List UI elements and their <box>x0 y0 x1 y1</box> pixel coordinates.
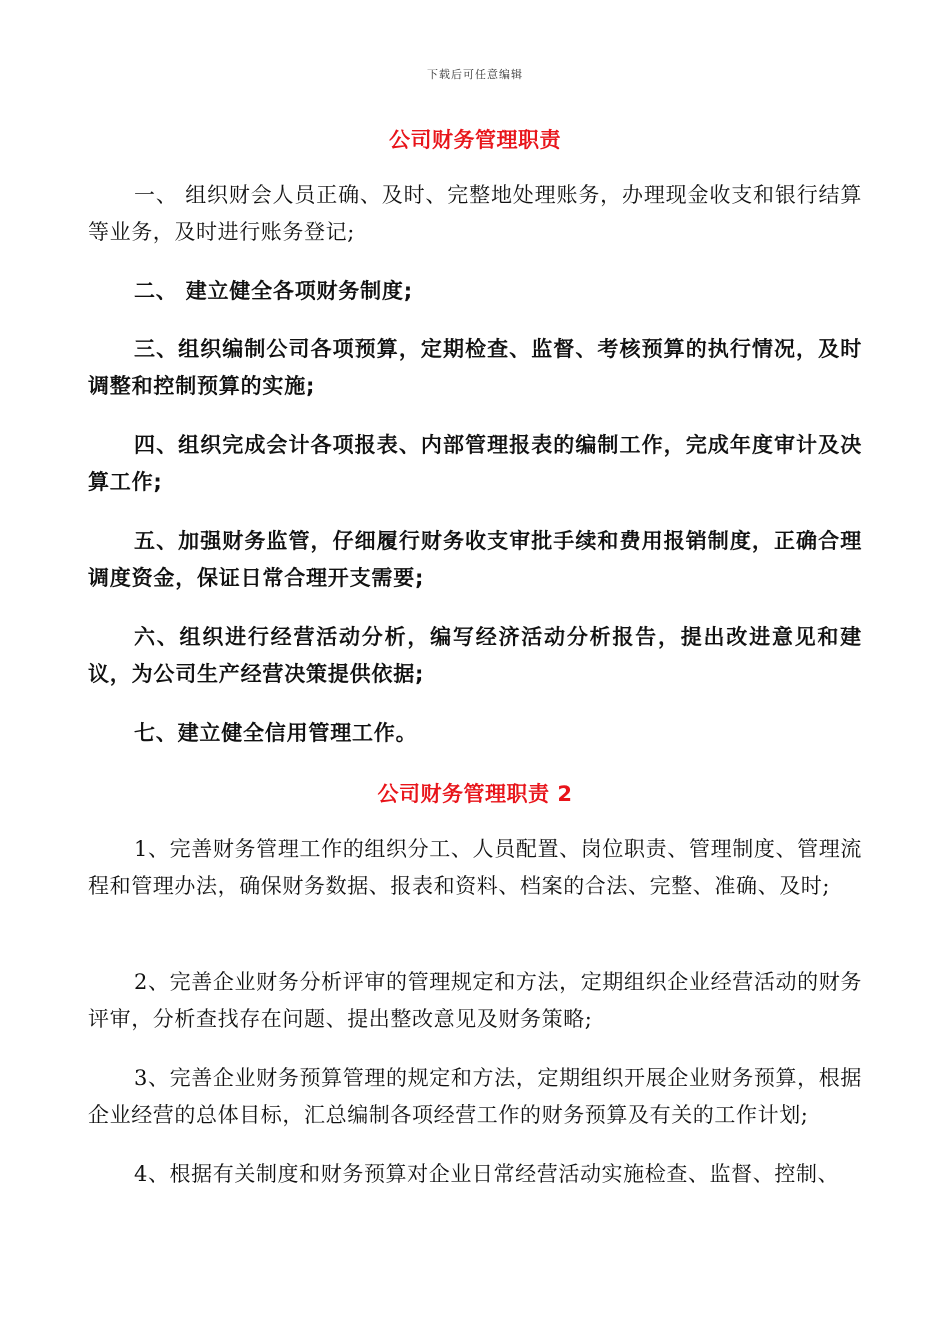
section-2-item-4: 4、根据有关制度和财务预算对企业日常经营活动实施检查、监督、控制、 <box>134 1162 840 1186</box>
section-1-title: 公司财务管理职责 <box>389 128 561 152</box>
section-1-item-4: 四、组织完成会计各项报表、内部管理报表的编制工作，完成年度审计及决算工作; <box>88 433 862 494</box>
section-1-item-3: 三、组织编制公司各项预算，定期检查、监督、考核预算的执行情况，及时调整和控制预算的实施; <box>88 337 862 398</box>
section-1-item-1: 一、 组织财会人员正确、及时、完整地处理账务，办理现金收支和银行结算等业务，及时进行账务登记; <box>88 183 862 244</box>
header-note: 下载后可任意编辑 <box>427 68 523 81</box>
section-2-item-2: 2、完善企业财务分析评审的管理规定和方法，定期组织企业经营活动的财务评审，分析查找存在问题、提出整改意见及财务策略; <box>88 970 862 1031</box>
section-1-item-2: 二、 建立健全各项财务制度; <box>134 279 413 303</box>
section-2-item-1: 1、完善财务管理工作的组织分工、人员配置、岗位职责、管理制度、管理流程和管理办法，确保财务数据、报表和资料、档案的合法、完整、准确、及时; <box>88 837 862 898</box>
section-2-item-3: 3、完善企业财务预算管理的规定和方法，定期组织开展企业财务预算，根据企业经营的总体目标，汇总编制各项经营工作的财务预算及有关的工作计划; <box>88 1066 862 1127</box>
section-1-item-6: 六、组织进行经营活动分析，编写经济活动分析报告，提出改进意见和建议，为公司生产经营决策提供依据; <box>88 625 862 686</box>
section-2-title: 公司财务管理职责 2 <box>377 782 573 806</box>
section-1-item-7: 七、建立健全信用管理工作。 <box>134 721 418 745</box>
section-1-item-5: 五、加强财务监管，仔细履行财务收支审批手续和费用报销制度，正确合理调度资金，保证日常合理开支需要; <box>88 529 862 590</box>
